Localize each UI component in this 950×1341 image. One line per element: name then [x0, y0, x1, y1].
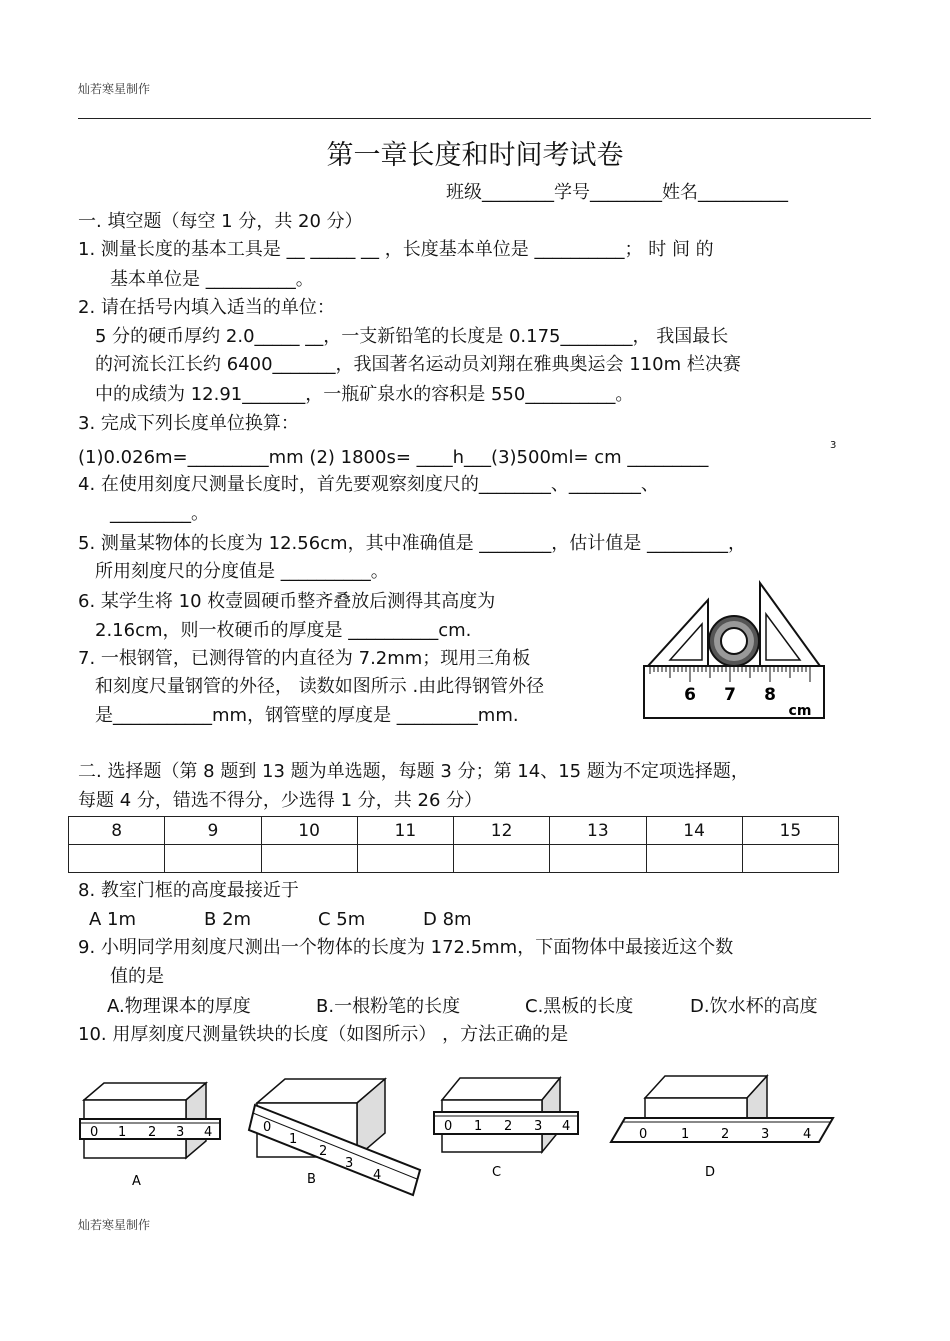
footer-maker: 灿若寒星制作 — [78, 1218, 151, 1232]
answer-header-14: 14 — [646, 817, 742, 845]
q3-stem: 3. 完成下列长度单位换算： — [78, 413, 299, 434]
header-maker: 灿若寒星制作 — [78, 82, 151, 96]
answer-table-header-row — [69, 817, 839, 845]
q4-line1: 4. 在使用刻度尺测量长度时，首先要观察刻度尺的________、________、 — [78, 474, 659, 495]
q1-line2: 基本单位是 __________。 — [110, 269, 314, 290]
left-triangle — [648, 600, 708, 666]
answer-table-blank-row — [69, 845, 839, 873]
answer-cell[interactable] — [69, 845, 165, 873]
tick-2: 2 — [319, 1144, 328, 1159]
tick-3: 3 — [176, 1125, 185, 1140]
tick-4: 4 — [204, 1125, 213, 1140]
section2-heading-line1: 二. 选择题（第 8 题到 13 题为单选题，每题 3 分；第 14、15 题为不定项选择题， — [78, 761, 749, 782]
tick-0: 0 — [639, 1127, 648, 1142]
q5-line2: 所用刻度尺的分度值是 __________。 — [95, 561, 389, 582]
answer-cell[interactable] — [742, 845, 838, 873]
q8-option-b: B 2m — [204, 909, 252, 930]
student-info-line: 班级________学号________姓名__________ — [446, 182, 788, 203]
tick-4: 4 — [373, 1168, 382, 1183]
right-triangle — [760, 583, 820, 666]
q10-figure-d — [605, 1070, 840, 1190]
answer-cell[interactable] — [646, 845, 742, 873]
tick-2: 2 — [504, 1119, 513, 1134]
q10-figure-c — [430, 1070, 590, 1190]
answer-table — [68, 816, 839, 873]
answer-header-10: 10 — [261, 817, 357, 845]
tick-1: 1 — [118, 1125, 127, 1140]
figure-label-b: B — [307, 1172, 316, 1187]
tick-4: 4 — [562, 1119, 571, 1134]
tick-1: 1 — [474, 1119, 483, 1134]
header-rule — [78, 118, 871, 119]
q2-line1: 5 分的硬币厚约 2.0_____ __，一支新铅笔的长度是 0.175________， 我国最长 — [95, 326, 729, 347]
pipe-inner — [721, 628, 747, 654]
answer-header-9: 9 — [165, 817, 261, 845]
answer-header-13: 13 — [550, 817, 646, 845]
q9-stem-line2: 值的是 — [110, 966, 164, 987]
answer-cell[interactable] — [261, 845, 357, 873]
q8-option-a: A 1m — [89, 909, 137, 930]
q7-line3: 是___________mm，钢管壁的厚度是 _________mm. — [95, 705, 519, 726]
answer-cell[interactable] — [550, 845, 646, 873]
ruler-unit: cm — [788, 703, 812, 719]
tick-3: 3 — [534, 1119, 543, 1134]
tick-0: 0 — [444, 1119, 453, 1134]
tick-1: 1 — [681, 1127, 690, 1142]
q4-line2: _________。 — [110, 503, 209, 524]
ruler-tick-7: 7 — [724, 685, 736, 705]
q1-line1: 1. 测量长度的基本工具是 __ _____ __ ，长度基本单位是 __________； 时 间 的 — [78, 239, 714, 260]
q9-option-a: A.物理课本的厚度 — [107, 996, 251, 1017]
answer-header-11: 11 — [357, 817, 453, 845]
answer-cell[interactable] — [357, 845, 453, 873]
q7-line1: 7. 一根钢管，已测得管的内直径为 7.2mm；现用三角板 — [78, 648, 531, 669]
tick-2: 2 — [148, 1125, 157, 1140]
tick-3: 3 — [345, 1156, 354, 1171]
figure-label-d: D — [705, 1165, 716, 1180]
figure-label-c: C — [492, 1165, 502, 1180]
q9-stem-line1: 9. 小明同学用刻度尺测出一个物体的长度为 172.5mm，下面物体中最接近这个数 — [78, 937, 734, 958]
q10-figure-b — [245, 1075, 425, 1200]
tick-0: 0 — [90, 1125, 99, 1140]
q3-superscript: 3 — [830, 440, 837, 451]
section1-heading: 一. 填空题（每空 1 分，共 20 分） — [78, 211, 363, 232]
ruler-tick-6: 6 — [684, 685, 696, 705]
q7-line2: 和刻度尺量钢管的外径， 读数如图所示 .由此得钢管外径 — [95, 676, 545, 697]
answer-header-8: 8 — [69, 817, 165, 845]
ruler-tick-8: 8 — [764, 685, 776, 705]
q2-line2: 的河流长江长约 6400_______，我国著名运动员刘翔在雅典奥运会 110m 栏决赛 — [95, 354, 741, 375]
q3-line1: (1)0.026m=_________mm (2) 1800s= ____h___(3)500ml= cm _________ — [78, 447, 709, 468]
q5-line1: 5. 测量某物体的长度为 12.56cm，其中准确值是 ________，估计值是 _________， — [78, 533, 747, 554]
q8-option-c: C 5m — [318, 909, 366, 930]
tick-0: 0 — [263, 1120, 272, 1135]
q9-option-c: C.黑板的长度 — [525, 996, 634, 1017]
q10-stem: 10. 用厚刻度尺测量铁块的长度（如图所示） ，方法正确的是 — [78, 1024, 569, 1045]
answer-cell[interactable] — [165, 845, 261, 873]
tick-1: 1 — [289, 1132, 298, 1147]
q2-line3: 中的成绩为 12.91_______，一瓶矿泉水的容积是 550__________。 — [95, 384, 634, 405]
tick-2: 2 — [721, 1127, 730, 1142]
q8-option-d: D 8m — [423, 909, 472, 930]
answer-header-12: 12 — [454, 817, 550, 845]
section2-heading-line2: 每题 4 分，错选不得分，少选得 1 分，共 26 分） — [78, 790, 483, 811]
tick-3: 3 — [761, 1127, 770, 1142]
pipe-measurement-figure — [640, 578, 830, 723]
q10-figure-a — [76, 1075, 226, 1195]
q6-line1: 6. 某学生将 10 枚壹圆硬币整齐叠放后测得其高度为 — [78, 591, 496, 612]
answer-header-15: 15 — [742, 817, 838, 845]
tick-4: 4 — [803, 1127, 812, 1142]
q2-stem: 2. 请在括号内填入适当的单位： — [78, 297, 335, 318]
figure-label-a: A — [132, 1174, 141, 1189]
q9-option-d: D.饮水杯的高度 — [690, 996, 818, 1017]
q9-option-b: B.一根粉笔的长度 — [316, 996, 461, 1017]
q8-stem: 8. 教室门框的高度最接近于 — [78, 880, 299, 901]
answer-cell[interactable] — [454, 845, 550, 873]
q6-line2: 2.16cm，则一枚硬币的厚度是 __________cm. — [95, 620, 472, 641]
exam-title: 第一章长度和时间考试卷 — [326, 140, 624, 171]
